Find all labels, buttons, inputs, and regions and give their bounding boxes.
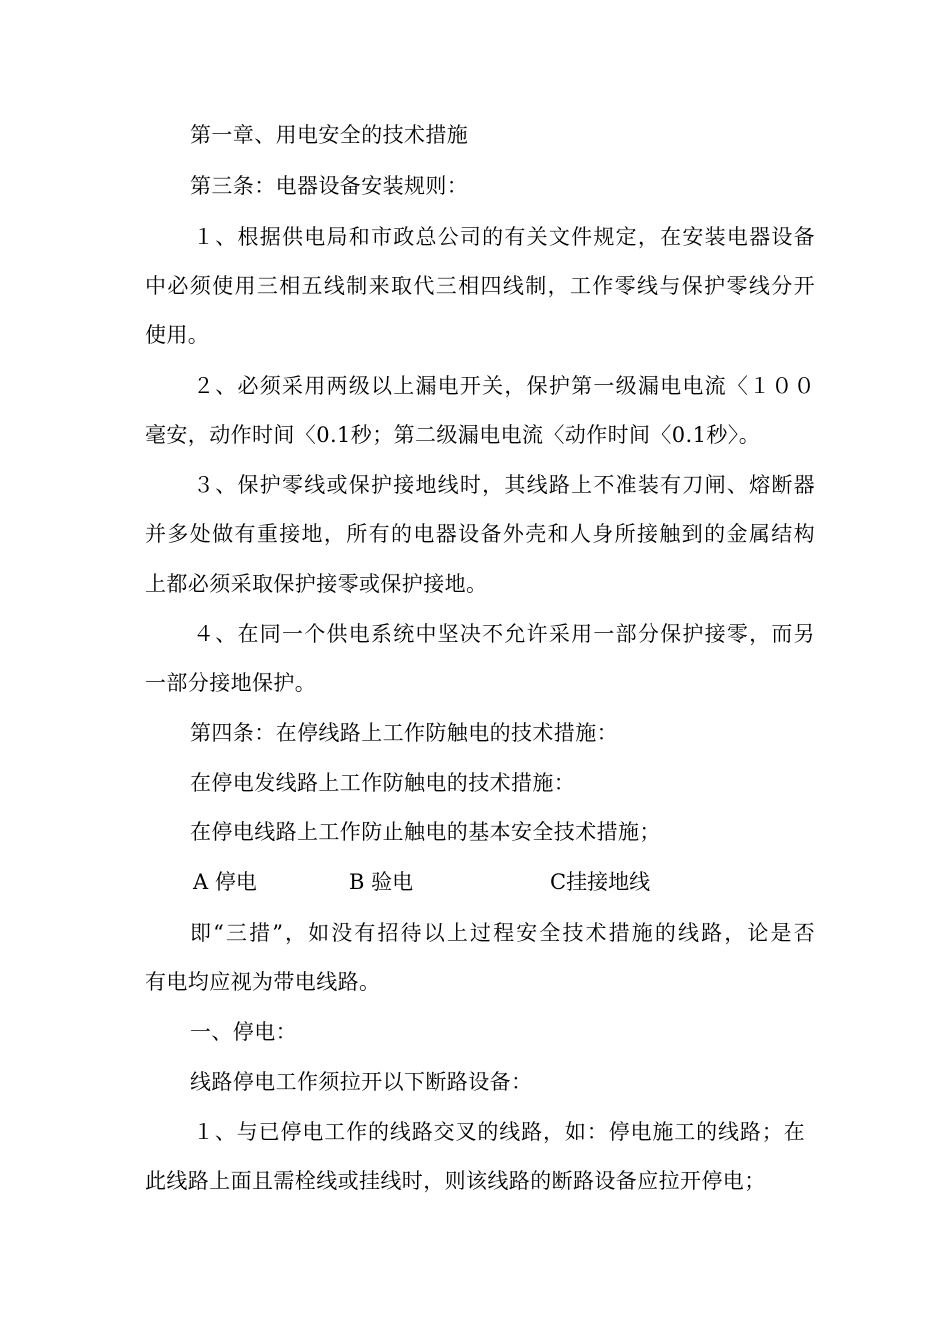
paragraph-a: 在停电发线路上工作防触电的技术措施： [190,771,576,795]
option-a: A 停电 [193,870,257,894]
section1-item1-line2: 此线路上面且需栓线或挂线时，则该线路的断路设备应拉开停电； [145,1169,766,1193]
article3-heading: 第三条：电器设备安装规则： [190,174,469,198]
item4-line2: 一部分接地保护。 [145,671,317,695]
item3-line1: ３、保护零线或保护接地线时，其线路上不准装有刀闸、熔断器 [193,473,815,497]
section1-heading: 一、停电： [190,1020,297,1044]
item1-line2: 中必须使用三相五线制来取代三相四线制，工作零线与保护零线分开 [145,274,815,298]
section1-item1-line1: １、与已停电工作的线路交叉的线路，如：停电施工的线路；在 [193,1120,805,1144]
article4-heading: 第四条：在停线路上工作防触电的技术措施： [190,721,618,745]
item3-line2: 并多处做有重接地，所有的电器设备外壳和人身所接触到的金属结构 [145,522,815,546]
item3-line3: 上都必须采取保护接零或保护接地。 [145,572,488,596]
three-measures-line1: 即“三措”，如没有招待以上过程安全技术措施的线路，论是否 [190,921,815,945]
item1-line1: １、根据供电局和市政总公司的有关文件规定，在安装电器设备 [193,225,815,249]
paragraph-b: 在停电线路上工作防止触电的基本安全技术措施； [190,820,661,844]
option-c: C挂接地线 [550,870,651,894]
item2-line2: 毫安，动作时间〈0.1秒；第二级漏电电流〈动作时间〈0.1秒〉。 [145,423,761,447]
item2-line1: ２、必须采用两级以上漏电开关，保护第一级漏电电流〈１００ [193,374,815,398]
section1-intro: 线路停电工作须拉开以下断路设备： [190,1070,533,1094]
three-measures-line2: 有电均应视为带电线路。 [145,970,381,994]
chapter-heading: 第一章、用电安全的技术措施 [190,123,469,147]
item1-line3: 使用。 [145,323,210,347]
item4-line1: ４、在同一个供电系统中坚决不允许采用一部分保护接零，而另 [193,622,815,646]
option-b: B 验电 [349,870,414,894]
